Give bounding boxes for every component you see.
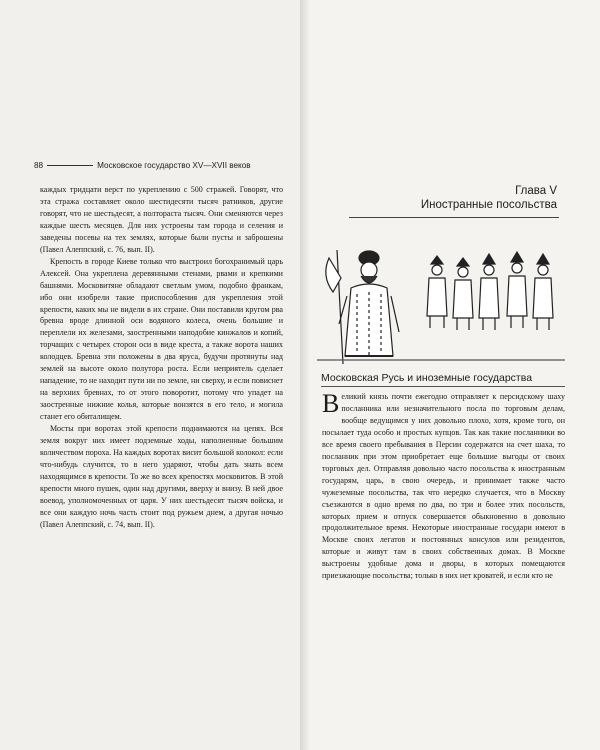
paragraph (322, 391, 565, 582)
paragraph: Мосты при воротах этой крепости поднимаются на цепях. Вся земля вокруг них имеет подземные ходы, наполненные большим количеством пороха. На каждых воротах висит большой колокол: если что-нибудь случится, то в него ударяют, чтобы дать знать всем находящимся в крепости. То же во всех крепостях московитов. В этой крепости много пушек, один над другими, вверху и внизу. В ней двое воевод, уполномоченных от царя. У них шестьдесят тысяч войска, и все они каждую ночь часть стоит под ружьем днем, а другая ночью (Павел Алеппский, с. 74, вып. II). (40, 424, 283, 529)
left-body-text (40, 184, 283, 531)
drop-cap: В (322, 389, 340, 418)
paragraph: каждых тридцати верст по укреплению с 500 стражей. Говорят, что эта стража составляет около шестидесяти тысяч ратников, другие говорят, что не шестьдесят, а полтораста тысяч. Они сменяются через каждые шесть месяцев. Для них устроены там города и селения и заведены посевы на тех землях, которые были пусты и заброшены (Павел Алеппский, с. 76, вып. II). (40, 185, 283, 254)
section-rule (321, 386, 565, 387)
chapter-rule (349, 217, 559, 218)
book-spine (300, 0, 310, 750)
chapter-number: Глава V (515, 185, 557, 197)
engraving-figures-icon (317, 236, 565, 364)
paragraph: Крепость в городе Киеве только что выстроил богохранимый царь Алексей. Она укреплена деревянными стенами, рвами и крепкими башнями. Московитяне обладают светлым умом, подобно франкам, ибо они изобрели такие приспособления для укрепления этой крепости, каких мы не видели в их стране. Они поставили кругом рва бревна вроде длинной оси водяного колеса, очень большие и переплели их железами, заостренными наподобие кинжалов и копий, торчащих с четырех сторон оси в виде креста, а также ворота наших колодцев. Бревна эти положены в два яруса, будучи протянуты над землей на высоте около полутора роста. Если неприятель сделает нападение, то не находит пути ни по земле, ни сверху, и если повиснет на верхних бревнах, то от этого поворотит, потому что упадет на заостренные нижние колья, которые вонзятся в его тело, и могила станет его обиталищем. (40, 256, 283, 422)
running-head (34, 161, 284, 170)
paragraph-text: еликий князь почти ежегодно отправляет к персидскому шаху посланника или незначительного посла по торговым делам, вообще ведущимся у них довольно плохо, хотя, кроме того, он посылает туда особо и простых купцов. Так как такие посланники во все время своего пребывания в Персии содержатся на счет шаха, то посланник при этом приобретает еще большие выгоды от своих торговых дел. Отправляя довольно часто посольства к иностранным государям, царь, в свою очередь, и принимает также часто чужеземные посольства, так что нередко случается, что в Москву съезжаются в одно время по два, по три и более этих посольств, которых прием и отпуск совершается обыкновенно в довольно продолжительное время. Некоторые иностранные государи имеют в Москве своих легатов и постоянных консулов или резидентов, которые и живут там в своих собственных домах. В Москве выстроены удобные дома и дворы, в которых помещаются приезжающие посольства; только в них нет кроватей, и если кто не (322, 392, 565, 581)
section-title: Московская Русь и иноземные государства (321, 372, 533, 384)
page-number: 88 (34, 161, 44, 170)
running-head-title: Московское государство XV—XVII веков (97, 161, 251, 170)
running-head-rule (47, 165, 93, 166)
chapter-title: Иностранные посольства (420, 199, 557, 211)
right-body-text (322, 391, 565, 582)
